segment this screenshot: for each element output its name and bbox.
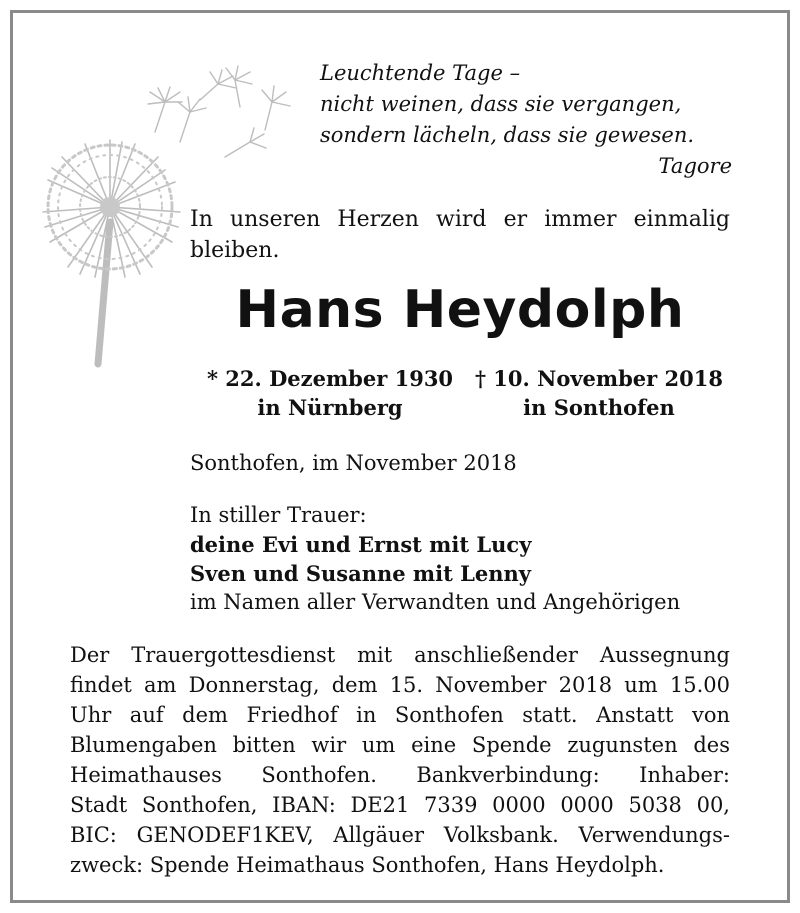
mourner-name: Sven und Susanne mit Lenny	[190, 561, 531, 586]
notice-line: BIC: GENODEF1KEV, Allgäuer Volksbank. Verwendungs-	[70, 823, 730, 847]
mourners-closing: im Namen aller Verwandten und Angehörigen	[190, 590, 681, 614]
deceased-name: Hans Heydolph	[235, 280, 685, 340]
notice-line: Stadt Sonthofen, IBAN: DE21 7339 0000 0000 5038 00,	[70, 793, 730, 817]
quote-line-2: nicht weinen, dass sie vergangen,	[320, 92, 682, 116]
death-place: in Sonthofen	[523, 395, 675, 420]
quote-block	[320, 58, 732, 182]
death-info	[468, 364, 730, 422]
quote-line-3: sondern lächeln, dass sie gewesen.	[320, 123, 695, 147]
notice-line: zweck: Spende Heimathaus Sonthofen, Hans Heydolph.	[70, 853, 665, 877]
mourners-heading: In stiller Trauer:	[190, 503, 367, 527]
funeral-notice	[70, 640, 730, 880]
birth-place: in Nürnberg	[257, 395, 403, 420]
quote-author: Tagore	[658, 154, 732, 178]
notice-line: Heimathauses Sonthofen. Bankverbindung: Inhaber:	[70, 763, 730, 787]
intro-text: In unseren Herzen wird er immer einmalig bleiben.	[190, 207, 730, 263]
birth-date: * 22. Dezember 1930	[206, 366, 454, 391]
place-date: Sonthofen, im November 2018	[190, 451, 517, 475]
notice-line: findet am Donnerstag, dem 15. November 2018 um 15.00	[70, 673, 730, 697]
mourners-block	[190, 501, 680, 617]
notice-line: Der Trauergottesdienst mit anschließender Aussegnung	[70, 643, 730, 667]
notice-line: Blumengaben bitten wir um eine Spende zugunsten des	[70, 733, 730, 757]
mourner-name: deine Evi und Ernst mit Lucy	[190, 532, 532, 557]
death-date: † 10. November 2018	[475, 366, 723, 391]
quote-line-1: Leuchtende Tage –	[320, 61, 521, 85]
birth-info	[196, 364, 464, 422]
notice-line: Uhr auf dem Friedhof in Sonthofen statt. Anstatt von	[70, 703, 730, 727]
